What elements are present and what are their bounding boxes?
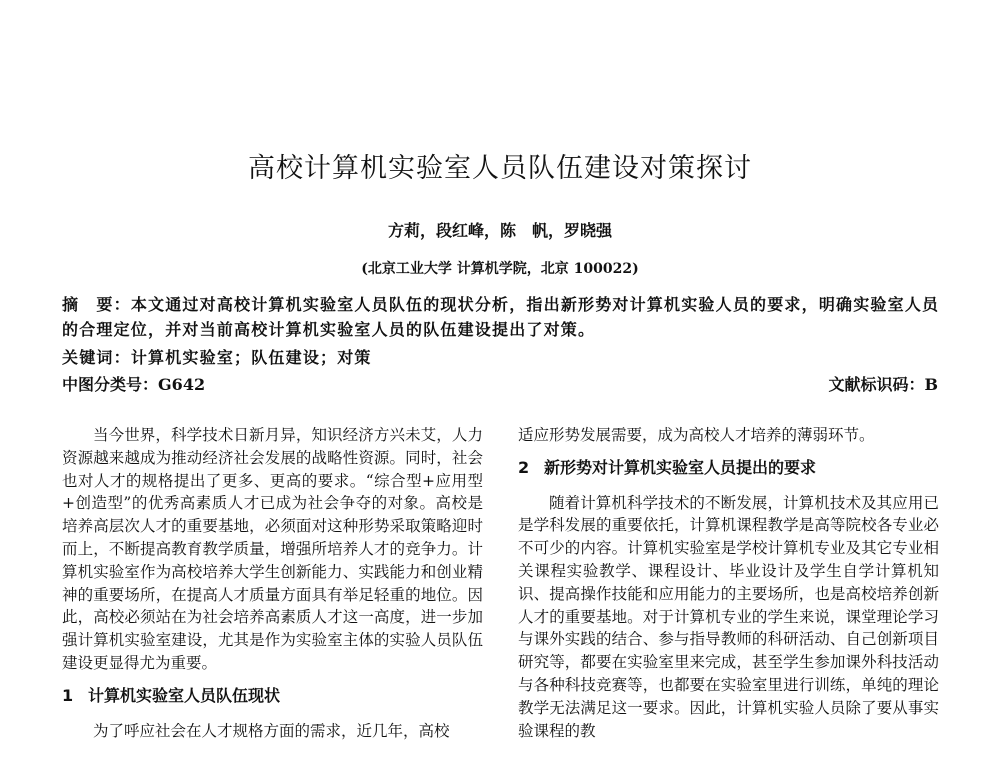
section-1-number: 1 [62,685,74,705]
abstract-label: 摘 要： [62,295,131,314]
section-2-title: 新形势对计算机实验室人员提出的要求 [544,457,817,477]
affiliation: (北京工业大学 计算机学院，北京 100022) [361,261,639,277]
classification-line [62,372,938,395]
clc-value: G642 [158,375,206,394]
abstract-text: 本文通过对高校计算机实验室人员队伍的现状分析，指出新形势对计算机实验人员的要求，明确实验室人员的合理定位，并对当前高校计算机实验室人员的队伍建设提出了对策。 [62,295,940,339]
clc-code [62,372,205,395]
continuation-paragraph: 适应形势发展需要，成为高校人才培养的薄弱环节。 [518,426,875,444]
keywords-text: 计算机实验室；队伍建设；对策 [130,348,372,367]
section-2-number: 2 [518,457,530,477]
doc-code-value: B [924,375,938,394]
section-2-paragraph: 随着计算机科学技术的不断发展，计算机技术及其应用已是学科发展的重要依托，计算机课程教学是高等院校各专业必不可少的内容。计算机实验室是学校计算机专业及其它专业相关课程实验教学、课程设计、毕业设计及学生自学计算机知识、提高操作技能和应用能力的主要场所，也是高校培养创新人才的重要基地。对于计算机专业的学生来说，课堂理论学习与课外实践的结合、参与指导教师的科研活动、自己创新项目研究等，都要在实验室里来完成，甚至学生参加课外科技活动与各种科技竞赛等，也都要在实验室里进行训练，单纯的理论教学无法满足这一要求。因此，计算机实验人员除了要从事实验课程的教 [518,493,939,740]
document-code [828,372,938,395]
keywords-label: 关键词： [62,348,131,367]
section-1-paragraph: 为了呼应社会在人才规格方面的需求，近几年，高校 [93,721,450,740]
section-1-title: 计算机实验室人员队伍现状 [88,685,281,705]
section-2-heading [518,457,939,480]
clc-label: 中图分类号： [62,375,159,394]
paper-title: 高校计算机实验室人员队伍建设对策探讨 [248,153,752,184]
keywords [62,345,942,368]
right-column [518,424,939,742]
section-1-heading [62,685,483,708]
doc-code-label: 文献标识码： [828,375,925,394]
abstract [62,292,942,342]
intro-paragraph: 当今世界，科学技术日新月异，知识经济方兴未艾，人力资源越来越成为推动经济社会发展的战略性资源。同时，社会也对人才的规格提出了更多、更高的要求。“综合型+应用型+创造型”的优秀高素质人才已成为社会争夺的对象。高校是培养高层次人才的重要基地，必须面对这种形势采取策略迎时而上，不断提高教育教学质量，增强所培养人才的竞争力。计算机实验室作为高校培养大学生创新能力、实践能力和创业精神的重要场所，在提高人才质量方面具有举足轻重的地位。因此，高校必须站在为社会培养高素质人才这一高度，进一步加强计算机实验室建设，尤其是作为实验室主体的实验人员队伍建设更显得尤为重要。 [62,426,483,672]
left-column [62,424,483,742]
author-list: 方莉，段红峰，陈 帆，罗晓强 [387,221,612,240]
